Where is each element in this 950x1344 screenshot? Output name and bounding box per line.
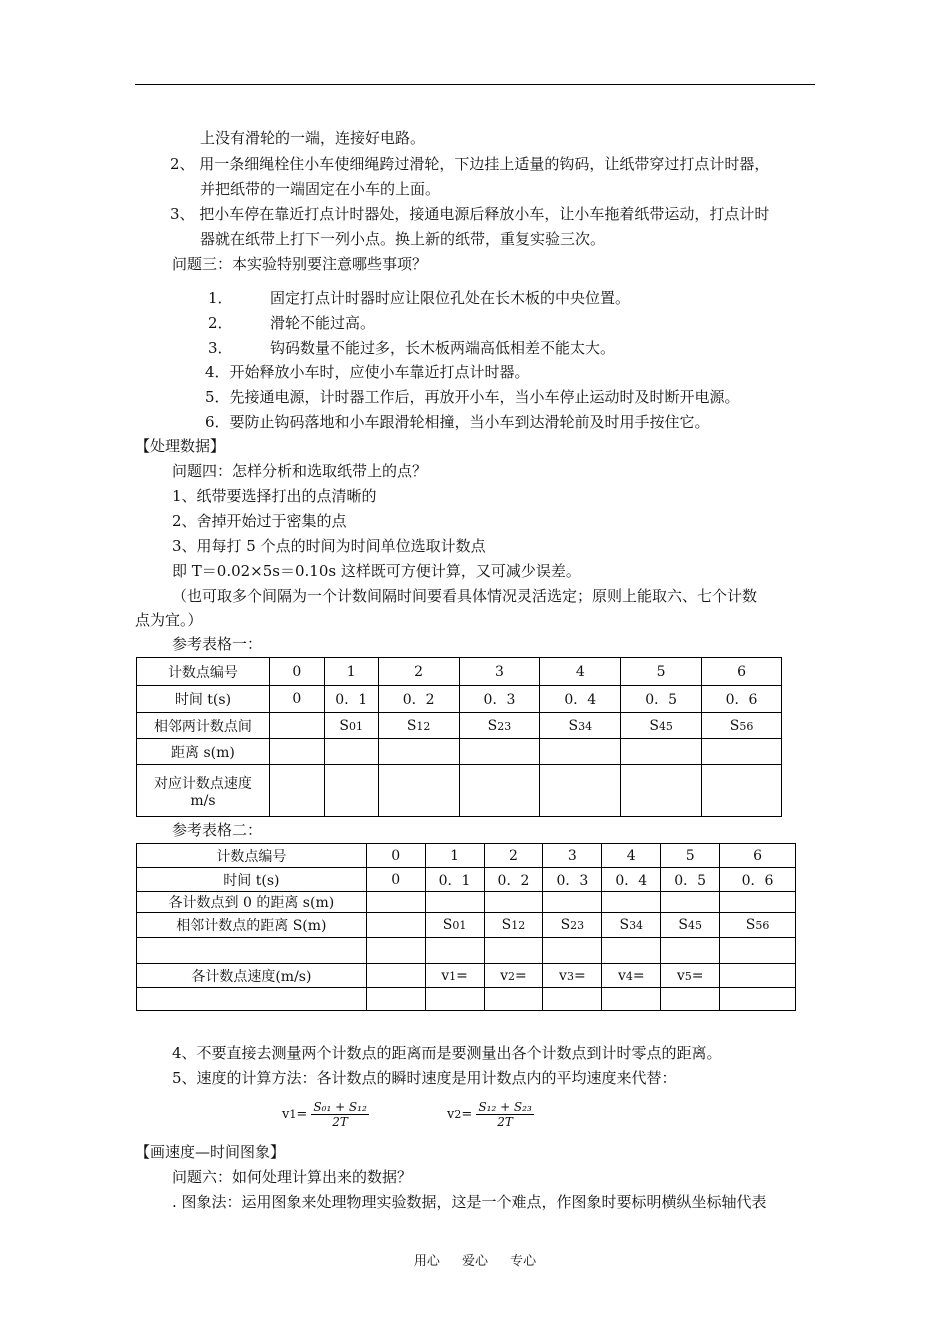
table-cell: 0．5	[621, 686, 702, 713]
table-cell	[269, 713, 324, 739]
table-caption: 参考表格一：	[172, 635, 263, 653]
table-cell: v1=	[425, 964, 484, 988]
table-cell: 6	[720, 844, 796, 868]
note-number: 2．	[208, 314, 233, 332]
reference-table-2	[136, 843, 796, 1011]
table-cell: v2=	[484, 964, 543, 988]
row-header: 距离 s(m)	[137, 739, 270, 765]
note-item	[208, 288, 630, 308]
text-line: . 图象法：运用图象来处理物理实验数据，这是一个难点，作图象时要标明横纵坐标轴代表	[172, 1193, 767, 1211]
row-header: 对应计数点速度 m/s	[137, 765, 270, 817]
text-line: 1、纸带要选择打出的点清晰的	[172, 487, 377, 505]
row-header: 各计数点到 0 的距离 s(m)	[137, 892, 367, 913]
table-cell: 0．3	[459, 686, 540, 713]
table-cell: 6	[702, 658, 782, 686]
note-item	[208, 313, 375, 333]
table-cell: S45	[661, 913, 720, 938]
table-cell: 0	[366, 844, 425, 868]
table-cell: 0．1	[425, 868, 484, 892]
row-header: 计数点编号	[137, 658, 270, 686]
text-line: 器就在纸带上打下一列小点。换上新的纸带，重复实验三次。	[200, 230, 606, 248]
table-cell: 2	[378, 658, 459, 686]
table-cell: 3	[543, 844, 602, 868]
table-cell: 5	[621, 658, 702, 686]
table-cell: 0．4	[540, 686, 621, 713]
table-cell: 0	[269, 658, 324, 686]
row-header: 计数点编号	[137, 844, 367, 868]
table-cell: S01	[425, 913, 484, 938]
step-2: 2、 用一条细绳栓住小车使细绳跨过滑轮，下边挂上适量的钩码，让纸带穿过打点计时器，	[170, 155, 770, 173]
table-cell: S12	[484, 913, 543, 938]
table-cell: 0．6	[702, 686, 782, 713]
table-cell: v3=	[543, 964, 602, 988]
table-caption: 参考表格二：	[172, 821, 263, 839]
text-line: 2、舍掉开始过于密集的点	[172, 512, 347, 530]
table-cell: 4	[602, 844, 661, 868]
row-header: 相邻计数点的距离 S(m)	[137, 913, 367, 938]
note-item: 5．先接通电源，计时器工作后，再放开小车，当小车停止运动时及时断开电源。	[205, 388, 740, 406]
note-number: 1．	[208, 289, 233, 307]
table-cell: 4	[540, 658, 621, 686]
page-footer: 用心 爱心 专心	[413, 1254, 537, 1269]
question-3: 问题三：本实验特别要注意哪些事项？	[172, 255, 428, 273]
text-line: 并把纸带的一端固定在小车的上面。	[200, 180, 441, 198]
table-cell: S34	[602, 913, 661, 938]
table-cell: 0．6	[720, 868, 796, 892]
section-heading: 【处理数据】	[135, 437, 226, 455]
table-cell: 0．1	[324, 686, 378, 713]
note-text: 滑轮不能过高。	[270, 314, 376, 332]
question-6: 问题六：如何处理计算出来的数据？	[172, 1168, 413, 1186]
table-cell: 0．2	[484, 868, 543, 892]
section-heading: 【画速度—时间图象】	[135, 1143, 286, 1161]
table-cell: 0	[366, 868, 425, 892]
table-cell: 0	[269, 686, 324, 713]
table-cell: S45	[621, 713, 702, 739]
velocity-formula-2: v2= $\frac{\text{S₁₂ + S₂₃}}{2T}$	[447, 1100, 532, 1129]
row-header: 时间 t(s)	[137, 868, 367, 892]
text-line: 3、用每打 5 个点的时间为时间单位选取计数点	[172, 537, 486, 555]
text-line: 5、速度的计算方法：各计数点的瞬时速度是用计数点内的平均速度来代替：	[172, 1069, 677, 1087]
table-cell: 1	[324, 658, 378, 686]
table-cell: S12	[378, 713, 459, 739]
header-rule	[135, 84, 815, 85]
text-line: 4、不要直接去测量两个计数点的距离而是要测量出各个计数点到计时零点的距离。	[172, 1044, 722, 1062]
note-number: 3．	[208, 339, 233, 357]
note-item	[208, 338, 615, 358]
note-item: 4．开始释放小车时，应使小车靠近打点计时器。	[205, 363, 530, 381]
step-3: 3、 把小车停在靠近打点计时器处，接通电源后释放小车，让小车拖着纸带运动，打点计时	[170, 205, 770, 223]
row-header: 时间 t(s)	[137, 686, 270, 713]
note-text: 钩码数量不能过多，长木板两端高低相差不能太大。	[270, 339, 616, 357]
text-line: 即 T＝0.02×5s＝0.10s 这样既可方便计算，又可减少误差。	[172, 562, 581, 580]
velocity-formula-1: v1= $\frac{\text{S₀₁ + S₁₂}}{2T}$	[282, 1100, 367, 1129]
table-cell: 3	[459, 658, 540, 686]
note-item: 6．要防止钩码落地和小车跟滑轮相撞，当小车到达滑轮前及时用手按住它。	[205, 413, 710, 431]
row-header: 相邻两计数点间	[137, 713, 270, 739]
text-line: 上没有滑轮的一端，连接好电路。	[200, 129, 426, 147]
table-cell: S23	[543, 913, 602, 938]
table-cell: S01	[324, 713, 378, 739]
table-cell: 0．3	[543, 868, 602, 892]
table-cell: S34	[540, 713, 621, 739]
table-cell: 2	[484, 844, 543, 868]
table-cell: 0．2	[378, 686, 459, 713]
table-cell: 5	[661, 844, 720, 868]
question-4: 问题四：怎样分析和选取纸带上的点？	[172, 462, 428, 480]
table-cell: v4=	[602, 964, 661, 988]
table-cell: S23	[459, 713, 540, 739]
table-cell: 0．5	[661, 868, 720, 892]
table-cell: 0．4	[602, 868, 661, 892]
text-line: （也可取多个间隔为一个计数间隔时间要看具体情况灵活选定；原则上能取六、七个计数	[172, 587, 758, 605]
row-header: 各计数点速度(m/s)	[137, 964, 367, 988]
table-cell: 1	[425, 844, 484, 868]
table-cell: S56	[720, 913, 796, 938]
table-cell: S56	[702, 713, 782, 739]
note-text: 固定打点计时器时应让限位孔处在长木板的中央位置。	[270, 289, 631, 307]
text-line: 点为宜。）	[135, 611, 203, 629]
reference-table-1	[136, 657, 782, 817]
table-cell: v5=	[661, 964, 720, 988]
